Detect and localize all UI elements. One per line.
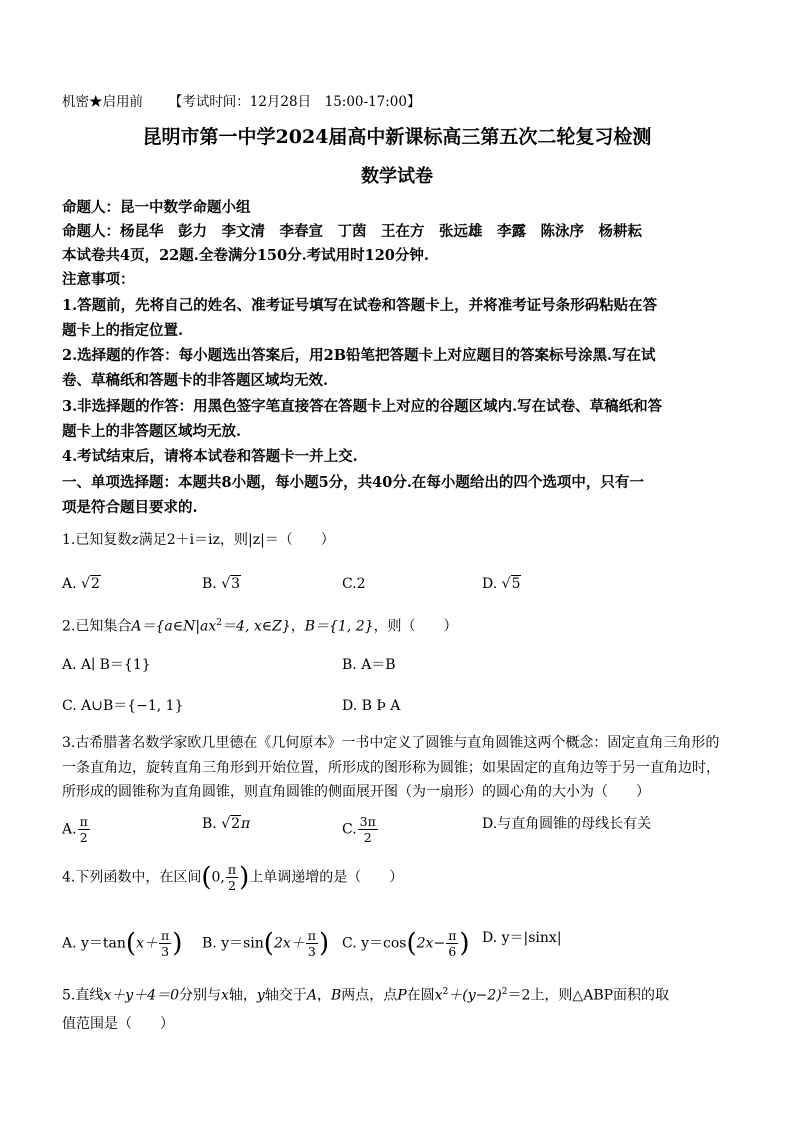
question-3-line-2: 一条直角边，旋转直角三角形到开始位置，所形成的图形称为圆锥；如果固定的直角边等于另一直角边时，: [62, 760, 720, 776]
note-1a: 1.答题前，先将自己的姓名、准考证号填写在试卷和答题卡上，并将准考证号条形码粘贴在答: [62, 297, 658, 314]
note-3b: 题卡上的非答题区域均无放.: [62, 423, 242, 440]
q2-option-a: A. A∣ B＝{1}: [62, 657, 151, 673]
note-3a: 3.非选择题的作答：用黑色签字笔直接答在答题卡上对应的谷题区域内.写在试卷、草稿纸和答: [62, 398, 663, 415]
section-line-b: 项是符合题目要求的.: [62, 499, 198, 516]
note-4: 4.考试结束后，请将本试卷和答题卡一并上交.: [62, 448, 358, 465]
q2-option-b: B. A＝B: [342, 657, 396, 673]
question-1: 1.已知复数z满足2＋i＝iz，则|z|＝（ ）: [62, 532, 335, 548]
question-2: 2.已知集合$A=\{a\in N|ax^2=4$, x∈Z}，B＝{1, 2}，则（ ）: [62, 618, 458, 635]
q4-option-b: B. y＝sin(2x＋ $\frac{\pi}{3}$ ): [202, 928, 330, 959]
q1-equation: 2＋i＝iz: [166, 532, 220, 548]
q2-option-c: C. A∪B＝{−1, 1}: [62, 698, 184, 714]
note-2b: 卷、草稿纸和答题卡的非答题区域均无效.: [62, 372, 329, 389]
q1-option-a: A. √2: [62, 576, 100, 592]
setter-line: 命题人：昆一中数学命题小组: [62, 199, 251, 216]
q3-option-c: C. $\frac{3\pi}{2}$: [342, 814, 376, 845]
exam-time-label: 【考试时间：12月28日 15:00-17:00】: [168, 94, 421, 110]
confidential-label: 机密★启用前: [62, 94, 143, 110]
info-line: 本试卷共4页，22题.全卷满分150分.考试用时120分钟.: [62, 247, 429, 264]
q3-option-b: B. √2π: [202, 816, 251, 832]
note-2a: 2.选择题的作答：每小题选出答案后，用2B铅笔把答题卡上对应题目的答案标号涂黑.写在试: [62, 347, 656, 364]
note-1b: 题卡上的指定位置.: [62, 322, 184, 339]
q2-option-d: D. B Þ A: [342, 698, 401, 714]
question-4: 4.下列函数中，在区间(0, $\frac{\pi}{2}$ )上单调递增的是（ ）: [62, 862, 404, 893]
q3-option-a: A. $\frac{\pi}{2}$: [62, 814, 88, 845]
q4-option-c: C. y＝cos(2x− $\frac{\pi}{6}$ ): [342, 928, 470, 959]
q4-option-d: D. y＝|sinx|: [482, 930, 562, 946]
page-subtitle: 数学试卷: [361, 166, 433, 187]
section-line-a: 一、单项选择题：本题共8小题，每小题5分，共40分.在每小题给出的四个选项中，只有一: [62, 474, 644, 491]
question-3-line-1: 3.古希腊著名数学家欧几里德在《几何原本》一书中定义了圆锥与直角圆锥这两个概念：固定直角三角形的: [62, 735, 720, 751]
question-3-line-3: 所形成的圆锥称为直角圆锥，则直角圆锥的侧面展开图（为一扇形）的圆心角的大小为（ ）: [62, 784, 650, 800]
q1-option-b: B. √3: [202, 576, 241, 592]
header-line: [62, 92, 420, 112]
notes-heading: 注意事项：: [62, 271, 135, 288]
question-5-line-2: 值范围是（ ）: [62, 1016, 174, 1032]
q3-option-d: D.与直角圆锥的母线长有关: [482, 816, 652, 832]
question-5-line-1: 5.直线x＋y＋4＝0分别与x轴，y轴交于A，B两点，点P在圆$x^2+(y-2)^2=2$上，则△ABP面积的取: [62, 987, 670, 1004]
authors-line: 命题人：杨昆华 彭力 李文清 李春宣 丁茵 王在方 张远雄 李露 陈泳序 杨耕耘: [62, 223, 642, 240]
q1-option-d: D. √5: [482, 576, 521, 592]
q4-option-a: A. y＝tan(x＋ $\frac{\pi}{3}$ ): [62, 928, 183, 959]
q1-option-c: C.2: [342, 576, 366, 592]
page-title: 昆明市第一中学2024届高中新课标高三第五次二轮复习检测: [142, 126, 652, 148]
